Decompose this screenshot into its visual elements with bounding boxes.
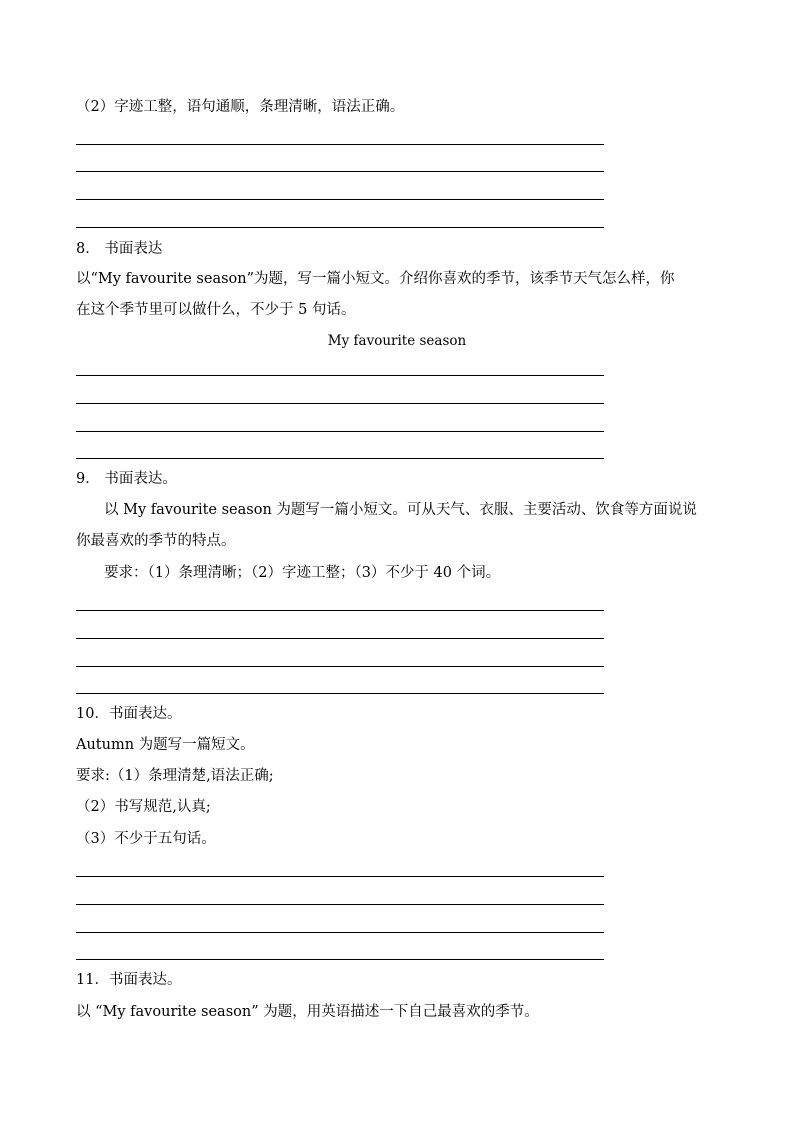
answer-line — [76, 638, 604, 639]
answer-line — [76, 693, 604, 694]
q10-prompt: Autumn 为题写一篇短文。 — [76, 737, 255, 753]
answer-line — [76, 876, 604, 877]
q11-heading: 11．书面表达。 — [76, 972, 182, 988]
q9-prompt-line-1: 以 My favourite season 为题写一篇小短文。可从天气、衣服、主要活动、饮食等方面说说 — [104, 502, 697, 518]
q8-prompt-line-2: 在这个季节里可以做什么，不少于 5 句话。 — [76, 302, 356, 318]
q8-heading: 8． 书面表达 — [76, 241, 163, 257]
answer-line — [76, 904, 604, 905]
q10-heading: 10．书面表达。 — [76, 706, 182, 722]
q10-requirement-1: 要求:（1）条理清楚,语法正确; — [76, 768, 274, 784]
q8-essay-title: My favourite season — [327, 333, 467, 349]
answer-line — [76, 458, 604, 459]
q9-prompt-line-2: 你最喜欢的季节的特点。 — [76, 533, 236, 549]
q9-requirements: 要求：（1）条理清晰；（2）字迹工整；（3）不少于 40 个词。 — [104, 565, 501, 581]
answer-line — [76, 431, 604, 432]
q9-heading: 9． 书面表达。 — [76, 471, 177, 487]
answer-line — [76, 144, 604, 145]
q11-prompt: 以 “My favourite season” 为题，用英语描述一下自己最喜欢的季节。 — [76, 1004, 539, 1020]
answer-line — [76, 375, 604, 376]
answer-line — [76, 932, 604, 933]
answer-line — [76, 666, 604, 667]
q10-requirement-3: （3）不少于五句话。 — [76, 831, 216, 847]
q8-prompt-line-1: 以“My favourite season”为题，写一篇小短文。介绍你喜欢的季节，该季节天气怎么样，你 — [76, 271, 675, 287]
answer-line — [76, 171, 604, 172]
q10-requirement-2: （2）书写规范,认真; — [76, 799, 211, 815]
answer-line — [76, 403, 604, 404]
answer-line — [76, 959, 604, 960]
q7-requirement-2: （2）字迹工整，语句通顺，条理清晰，语法正确。 — [76, 99, 405, 115]
answer-line — [76, 610, 604, 611]
answer-line — [76, 227, 604, 228]
answer-line — [76, 199, 604, 200]
